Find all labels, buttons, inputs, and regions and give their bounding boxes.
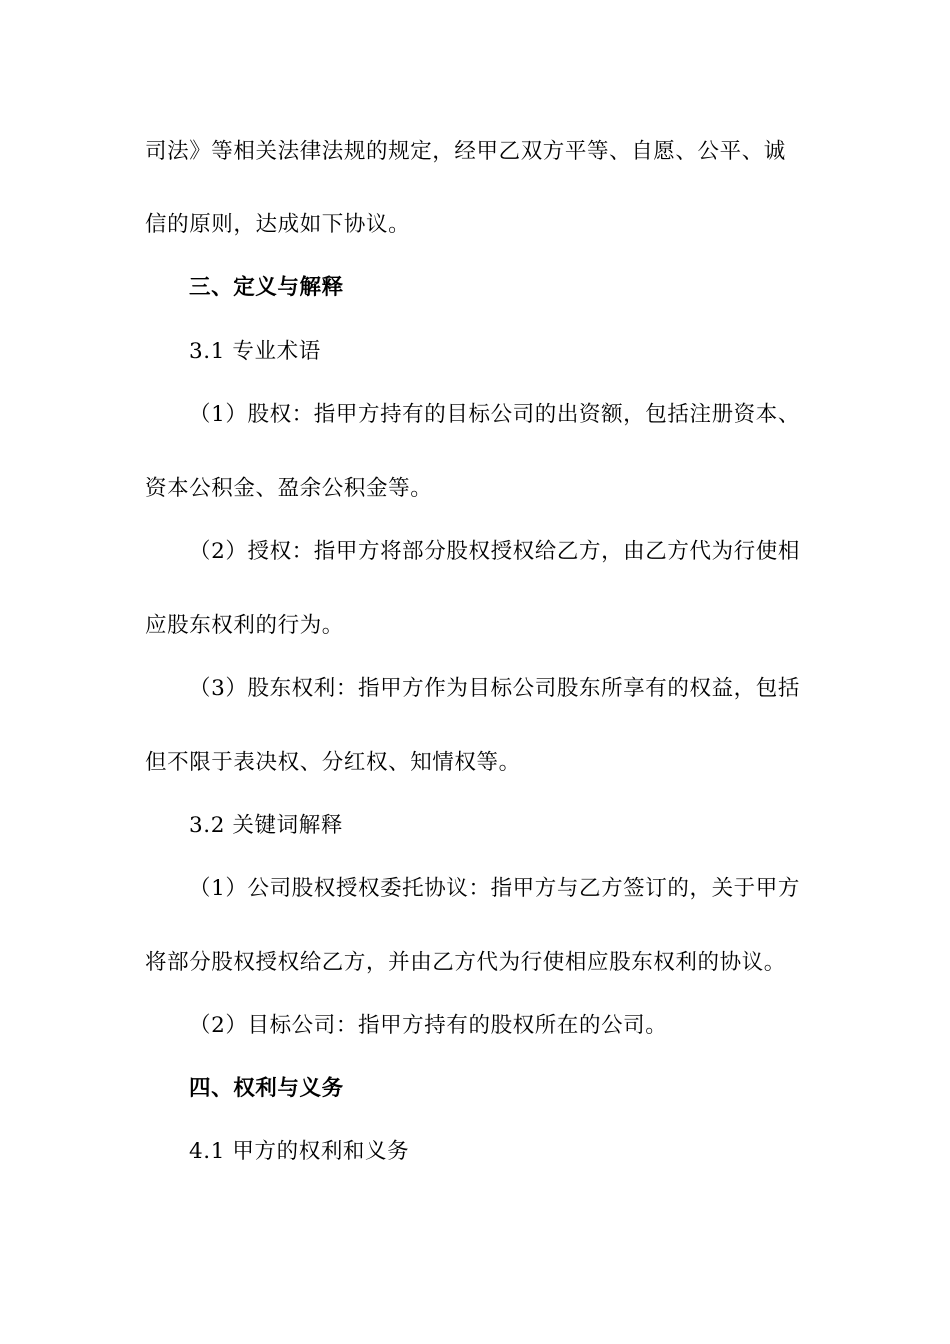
paragraph-line: 但不限于表决权、分红权、知情权等。: [145, 750, 521, 775]
paragraph-line: 司法》等相关法律法规的规定，经甲乙双方平等、自愿、公平、诚: [145, 139, 786, 164]
paragraph-line: 应股东权利的行为。: [145, 613, 344, 638]
section-heading-rights: 四、权利与义务: [189, 1076, 344, 1101]
subsection-heading-terms: 3.1 专业术语: [189, 339, 321, 364]
subsection-heading-party-a: 4.1 甲方的权利和义务: [189, 1139, 410, 1164]
paragraph-line: 信的原则，达成如下协议。: [145, 212, 411, 237]
paragraph-line: （1）股权：指甲方持有的目标公司的出资额，包括注册资本、: [189, 402, 800, 427]
paragraph-line: 资本公积金、盈余公积金等。: [145, 476, 433, 501]
subsection-heading-keywords: 3.2 关键词解释: [189, 813, 343, 838]
section-heading-definitions: 三、定义与解释: [189, 275, 344, 300]
paragraph-line: （2）目标公司：指甲方持有的股权所在的公司。: [189, 1013, 668, 1038]
paragraph-line: 将部分股权授权给乙方，并由乙方代为行使相应股东权利的协议。: [145, 950, 786, 975]
paragraph-line: （2）授权：指甲方将部分股权授权给乙方，由乙方代为行使相: [189, 539, 800, 564]
paragraph-line: （3）股东权利：指甲方作为目标公司股东所享有的权益，包括: [189, 676, 800, 701]
paragraph-line: （1）公司股权授权委托协议：指甲方与乙方签订的，关于甲方: [189, 876, 800, 901]
